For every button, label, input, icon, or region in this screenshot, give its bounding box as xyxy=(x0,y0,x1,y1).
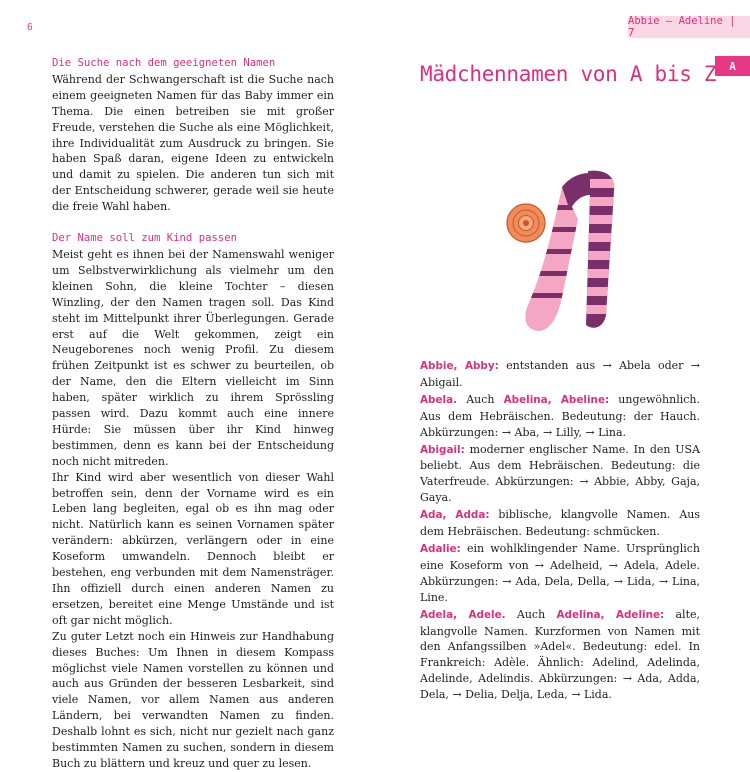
list-item: Abbie, Abby: entstanden aus → Abela oder → Abigail. xyxy=(420,359,701,389)
entry-name: Ada, Adda: xyxy=(420,509,490,522)
entry-name: Abigail: xyxy=(420,443,465,456)
page-title: Mädchennamen von A bis Z xyxy=(420,62,717,86)
paragraph-search: Während der Schwangerschaft ist die Suche nach einem geeigneten Namen für das Baby immer ein Thema. Die einen betreiben sie mit großer Freude, verstehen die Suche als eine Möglichkeit, ihre Individualität zum Ausdruck zu bringen. Sie haben Spaß daran, eigene Ideen zu entwickeln und damit zu spielen. Die anderen tun sich mit der Entscheidung schwerer, gerade weil sie heute die freie Wahl haben. xyxy=(52,72,334,214)
page-number-left: 6 xyxy=(27,22,33,33)
entry-name-variant: Adelina, Adeline: xyxy=(556,608,665,621)
entry-name: Adalie: xyxy=(420,542,461,555)
entry-name: Adela, Adele. xyxy=(420,608,506,621)
name-entries xyxy=(420,358,700,704)
entry-name-variant: Abelina, Abeline: xyxy=(503,393,610,406)
entry-name: Abbie, Abby: xyxy=(420,360,499,372)
left-column xyxy=(52,56,334,772)
list-item: Adalie: ein wohlklingender Name. Ursprünglich eine Koseform von → Adelheid, → Adela, Adele. Abkürzungen: → Ada, Dela, Della, → Lida, → Lina, Line. xyxy=(420,541,700,604)
paragraph-usage-note: Zu guter Letzt noch ein Hinweis zur Handhabung dieses Buches: Um Ihnen in diesem Kompass möglichst viele Namen vorstellen zu können und auch aus Gründen der besseren Lesbarkeit, sind viele Namen, vor allem Namen aus anderen Ländern, bei verwandten Namen zu finden. Deshalb lohnt es sich, nicht nur gezielt nach ganz bestimmten Namen zu suchen, sondern in diesem Buch zu blättern und kreuz und quer zu lesen. xyxy=(52,629,334,770)
section-heading-fit: Der Name soll zum Kind passen xyxy=(52,232,237,245)
letter-tab[interactable]: A xyxy=(715,56,750,76)
rose-icon xyxy=(507,204,545,242)
section-heading-search: Die Suche nach dem geeigneten Namen xyxy=(52,57,276,69)
running-header-text: Abbie – Adeline | 7 xyxy=(628,15,736,39)
list-item: Abigail: moderner englischer Name. In den USA beliebt. Aus dem Hebräischen. Bedeutung: die Vaterfreude. Abkürzungen: → Abbie, Abby, Gaja, Gaya. xyxy=(420,442,700,505)
paragraph-fit: Meist geht es ihnen bei der Namenswahl weniger um Selbstverwirklichung als vielmehr um den kleinen Sohn, die kleine Tochter – diesen Winzling, der den Namen tragen soll. Das Kind steht im Mittelpunkt ihrer Überlegungen. Gerade erst auf die Welt gekommen, zeigt ein Neugeborenes noch wenig Profil. Zu diesem frühen Zeitpunkt ist es schwer zu beurteilen, ob der Name, den die Eltern vielleicht im Sinn haben, später wirklich zu ihrem Sprössling passen wird. Dazu kommt auch eine innere Hürde: Sie müssen über ihr Kind hinweg bestimmen, denn es kann bei der Entscheidung noch nicht mitreden. xyxy=(52,247,334,468)
paragraph-impact: Ihr Kind wird aber wesentlich von dieser Wahl betroffen sein, denn der Vorname wird es ein Leben lang begleiten, egal ob es ihn mag oder nicht. Natürlich kann es seinen Vornamen später verändern: abkürzen, verlängern oder in eine Koseform umwandeln. Dennoch bleibt er bestehen, eng verbunden mit dem Namensträger. Ihn offiziell durch einen anderen Namen zu ersetzen, bereitet eine Menge Umstände und ist oft gar nicht möglich. xyxy=(52,470,334,627)
list-item: Abela. Auch Abelina, Abeline: ungewöhnlich. Aus dem Hebräischen. Bedeutung: der Hauch. Abkürzungen: → Aba, → Lilly, → Lina. xyxy=(420,392,701,439)
running-header xyxy=(628,16,750,38)
entry-name: Abela. xyxy=(420,393,458,406)
decorative-letter-a-icon xyxy=(500,165,630,340)
list-item: Adela, Adele. Auch Adelina, Adeline: alte, klangvolle Namen. Kurzformen von Namen mit den Anfangssilben »Adel«. Bedeutung: edel. In Frankreich: Adèle. Ähnlich: Adelind, Adelinda, Adelinde, Adelindis. Abkürzungen: → Ada, Adda, Dela, → Delia, Delja, Leda, → Lida. xyxy=(420,607,701,702)
list-item: Ada, Adda: biblische, klangvolle Namen. Aus dem Hebräischen. Bedeutung: schmücken. xyxy=(420,508,700,539)
